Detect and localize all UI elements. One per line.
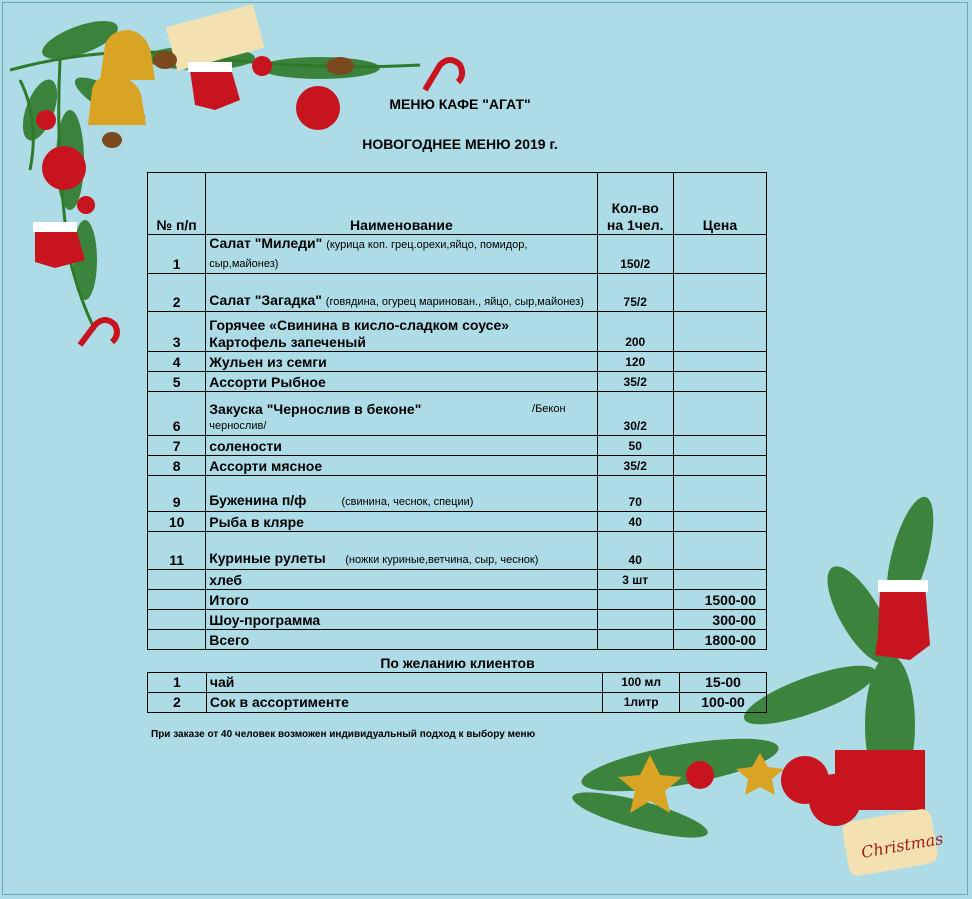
menu-title: МЕНЮ КАФЕ "АГАТ" bbox=[389, 96, 531, 112]
table-row: 11 Куриные рулеты (ножки куриные,ветчина, сыр, чеснок) 40 bbox=[148, 532, 767, 570]
table-row: 10 Рыба в кляре 40 bbox=[148, 512, 767, 532]
col-qty-header: Кол-во на 1чел. bbox=[597, 173, 673, 235]
table-row: 2 Салат "Загадка" (говядина, огурец маринован., яйцо, сыр,майонез) 75/2 bbox=[148, 274, 767, 312]
table-row: 1 чай 100 мл 15-00 bbox=[148, 673, 767, 693]
total-row: Всего 1800-00 bbox=[148, 630, 767, 650]
table-row: хлеб 3 шт bbox=[148, 570, 767, 590]
table-row: 7 солености 50 bbox=[148, 436, 767, 456]
menu-subtitle: НОВОГОДНЕЕ МЕНЮ 2019 г. bbox=[362, 136, 558, 152]
gift-box-icon bbox=[835, 750, 925, 810]
svg-text:Christmas: Christmas bbox=[859, 828, 945, 862]
table-row: 5 Ассорти Рыбное 35/2 bbox=[148, 372, 767, 392]
table-row: 9 Буженина п/ф (свинина, чеснок, специи) 70 bbox=[148, 476, 767, 512]
show-program-row: Шоу-программа 300-00 bbox=[148, 610, 767, 630]
stocking-icon bbox=[875, 585, 930, 660]
subtotal-row: Итого 1500-00 bbox=[148, 590, 767, 610]
table-header-row bbox=[148, 173, 767, 235]
table-row: 3 Горячее «Свинина в кисло-сладком соусе» Картофель запеченый 200 bbox=[148, 312, 767, 352]
christmas-tag-icon bbox=[841, 808, 945, 878]
footnote: При заказе от 40 человек возможен индивидуальный подход к выбору меню bbox=[151, 729, 536, 740]
col-num-header: № п/п bbox=[148, 173, 206, 235]
table-row: 1 Салат "Миледи" (курица коп. грец.орехи,яйцо, помидор, сыр,майонез) 150/2 bbox=[148, 235, 767, 274]
col-price-header: Цена bbox=[673, 173, 766, 235]
col-name-header: Наименование bbox=[206, 173, 597, 235]
extras-title: По желанию клиентов bbox=[380, 655, 535, 671]
extras-table bbox=[147, 672, 767, 713]
table-row: 8 Ассорти мясное 35/2 bbox=[148, 456, 767, 476]
menu-table bbox=[147, 172, 767, 650]
table-row: 4 Жульен из семги 120 bbox=[148, 352, 767, 372]
table-row: 6 Закуска "Чернослив в беконе" /Бекон чернослив/ 30/2 bbox=[148, 392, 767, 436]
table-row: 2 Сок в ассортименте 1литр 100-00 bbox=[148, 693, 767, 713]
